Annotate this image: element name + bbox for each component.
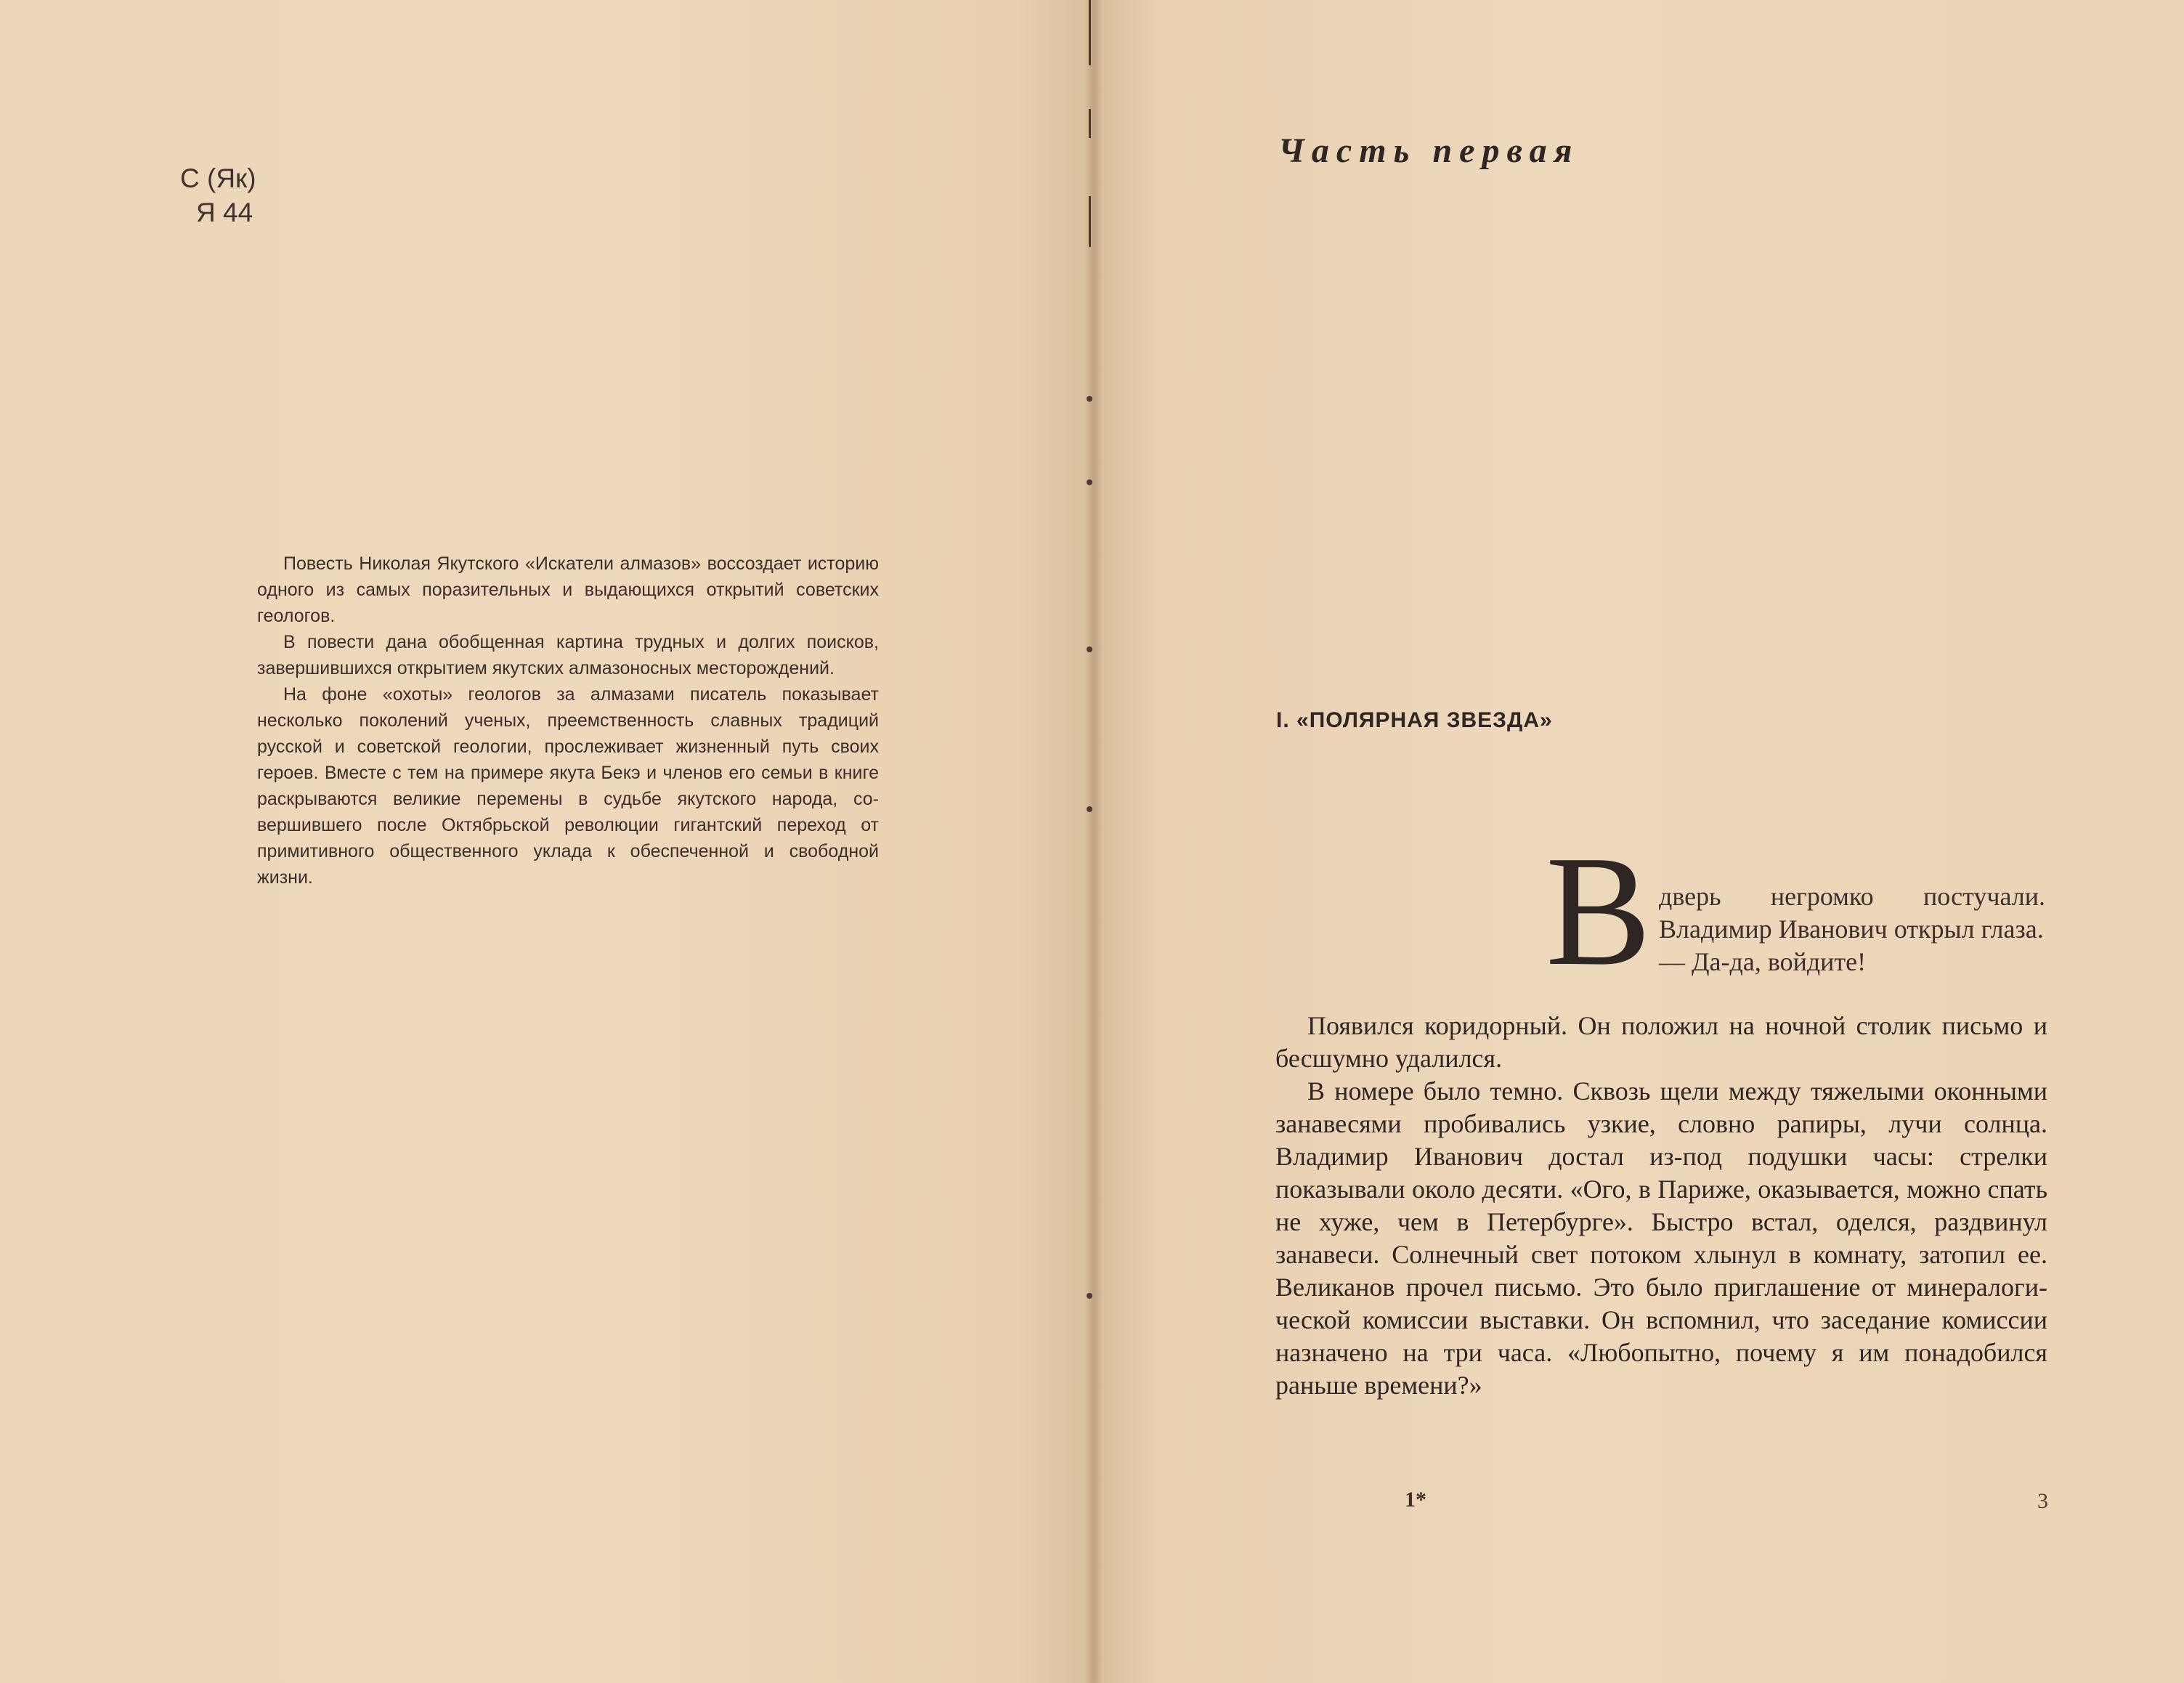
binding-thread <box>1089 196 1091 247</box>
annotation-paragraph: В повести дана обобщенная картина трудных и долгих поисков, завершившихся открытием якутских алмазоносных месторождений. <box>257 632 879 678</box>
binding-thread <box>1089 0 1091 65</box>
opening-lines <box>1659 880 2045 978</box>
binding-thread <box>1089 109 1091 138</box>
binding-stitch <box>1087 806 1092 812</box>
binding-stitch <box>1087 479 1092 485</box>
chapter-body <box>1275 1010 2047 1402</box>
binding-stitch <box>1087 1293 1092 1299</box>
opening-paragraph: дверь негромко постучали. Владимир Иванович открыл глаза. <box>1659 882 2045 944</box>
binding-stitch <box>1087 396 1092 402</box>
dialogue-line: — Да-да, войдите! <box>1659 947 1867 976</box>
drop-cap: В <box>1546 824 1652 999</box>
chapter-title: I. «ПОЛЯРНАЯ ЗВЕЗДА» <box>1276 708 1553 732</box>
binding-stitch <box>1087 646 1092 652</box>
book-annotation <box>257 551 879 891</box>
chapter-opening <box>1546 824 2045 1008</box>
body-paragraph: В номере было темно. Сквозь щели между тяжелыми оконными занавесями пробивались узкие, словно рапиры, лучи солнца. Владимир Иванович достал из-под подушки часы: стрелки показывали около десяти. «Ого, в Париже, оказывается, можно спать не хуже, чем в Петербурге». Быстро встал, оделся, раздвинул занавеси. Солнечный свет потоком хлынул в комнату, затопил ее. Великанов прочел письмо. Это было приглашение от минералогической комиссии выставки. Он вспомнил, что заседание комиссии назначено на три часа. «Любопытно, почему я им понадобился раньше времени?» <box>1275 1076 2047 1400</box>
body-paragraph: Появился коридорный. Он положил на ночной столик письмо и бесшумно удалился. <box>1275 1011 2047 1073</box>
part-title: Часть первая <box>1278 131 1580 170</box>
page-number: 3 <box>2037 1489 2048 1513</box>
annotation-paragraph: На фоне «охоты» геологов за алмазами писатель показывает несколько поколений ученых, преемственность славных традиций русской и советской геологии, прослеживает жизненный путь своих героев. Вместе с тем на примере якута Бекэ и членов его семьи в книге раскрываются великие перемены в судьбе якутского народа, совершившего после Октябрьской революции гигантский переход от примитивного общественного уклада к обеспеченной и свободной жизни. <box>257 684 879 888</box>
library-call-number <box>180 161 256 230</box>
signature-mark: 1* <box>1405 1488 1426 1512</box>
annotation-paragraph: Повесть Николая Якутского «Искатели алмазов» воссоздает историю одного из самых поразительных и выдающихся открытий советских геологов. <box>257 553 879 626</box>
call-number-line: Я 44 <box>196 198 253 227</box>
book-gutter <box>1085 0 1103 1683</box>
call-number-line: С (Як) <box>180 163 256 193</box>
